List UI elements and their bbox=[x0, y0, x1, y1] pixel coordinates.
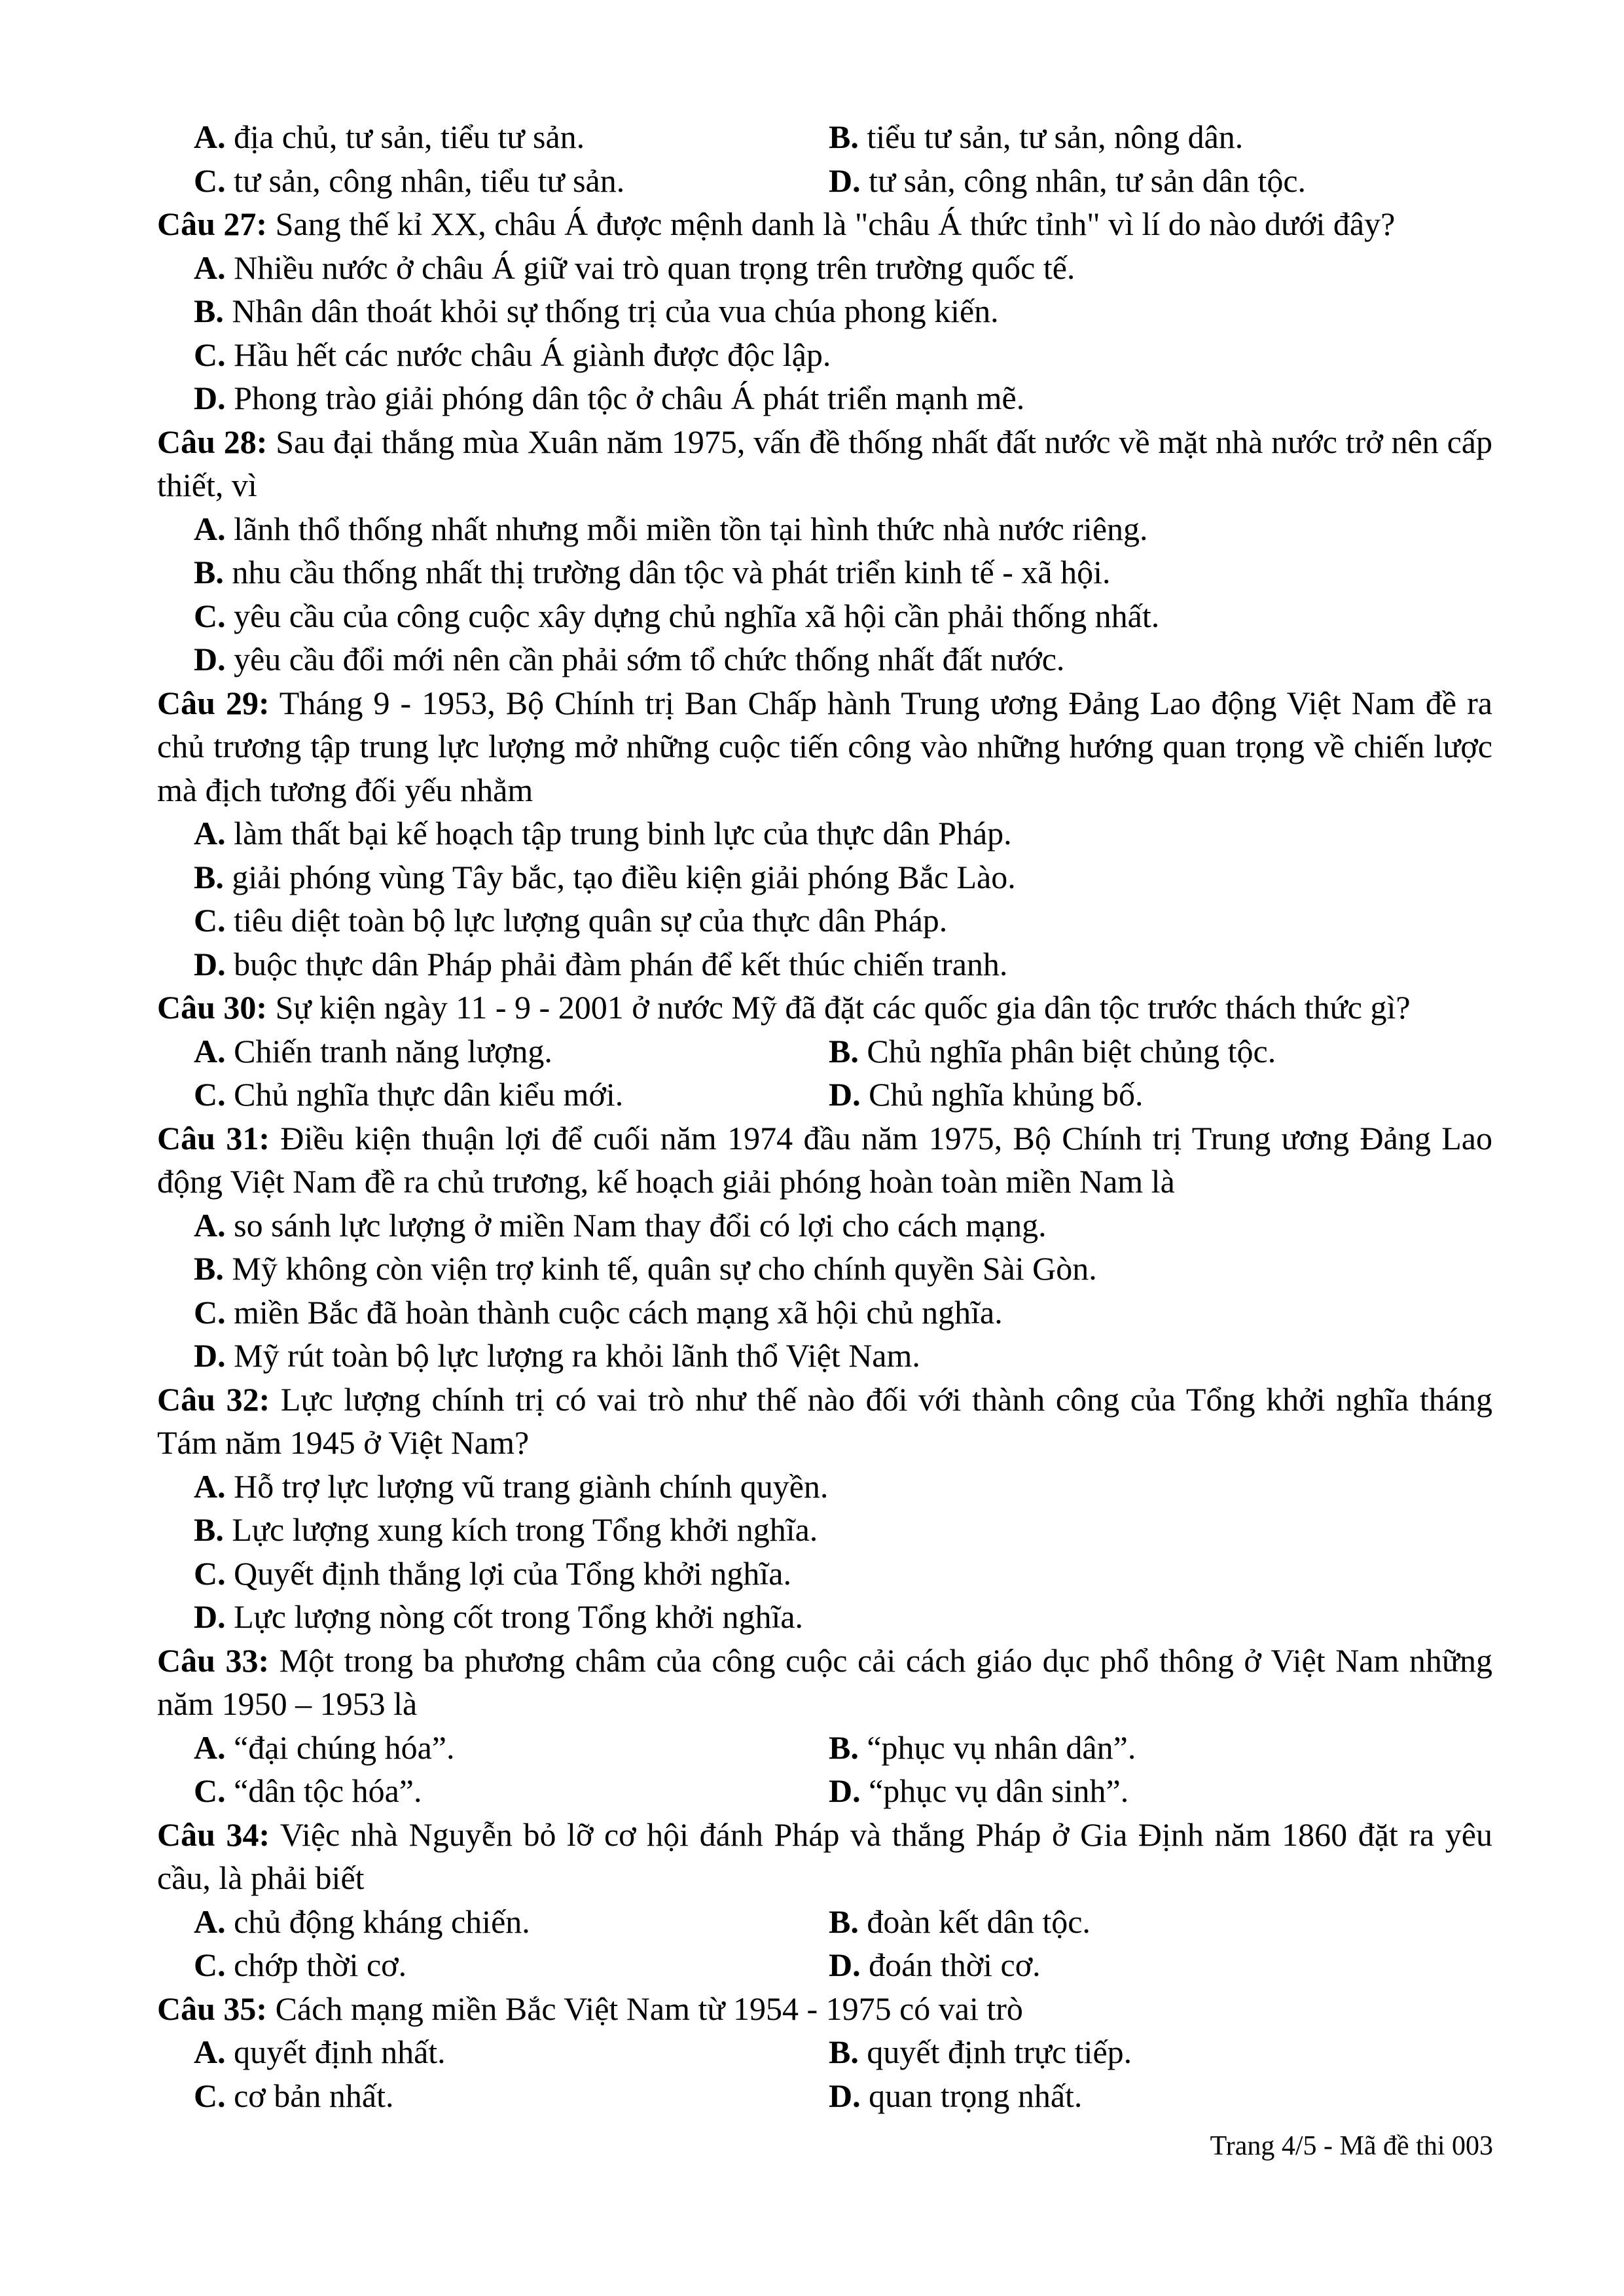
option-d: D. đoán thời cơ. bbox=[829, 1946, 1041, 1983]
question-29: Câu 29: Tháng 9 - 1953, Bộ Chính trị Ban Chấp hành Trung ương Đảng Lao động Việt Nam đề ra chủ trương tập trung lực lượng mở những cuộc tiến công vào những hướng quan trọng về chiến lược mà địch tương đối yếu nhằm bbox=[157, 684, 1492, 808]
option-b: B. Nhân dân thoát khỏi sự thống trị của vua chúa phong kiến. bbox=[194, 293, 999, 329]
options-row bbox=[157, 1073, 1492, 1117]
question-28: Câu 28: Sau đại thắng mùa Xuân năm 1975, vấn đề thống nhất đất nước về mặt nhà nước trở nên cấp thiết, vì bbox=[157, 423, 1492, 503]
question-27: Câu 27: Sang thế kỉ XX, châu Á được mệnh danh là "châu Á thức tỉnh" vì lí do nào dưới đây? bbox=[157, 206, 1396, 242]
option-a: A. quyết định nhất. bbox=[194, 2034, 446, 2070]
question-30: Câu 30: Sự kiện ngày 11 - 9 - 2001 ở nước Mỹ đã đặt các quốc gia dân tộc trước thách thức gì? bbox=[157, 989, 1411, 1026]
page-footer: Trang 4/5 - Mã đề thi 003 bbox=[1210, 2131, 1493, 2161]
option-b: B. giải phóng vùng Tây bắc, tạo điều kiện giải phóng Bắc Lào. bbox=[194, 858, 1016, 895]
option-c: C. tư sản, công nhân, tiểu tư sản. bbox=[194, 162, 625, 199]
option-b: B. quyết định trực tiếp. bbox=[829, 2034, 1132, 2070]
option-b: B. đoàn kết dân tộc. bbox=[829, 1903, 1091, 1940]
options-row bbox=[157, 1030, 1492, 1073]
option-a: A. Nhiều nước ở châu Á giữ vai trò quan trọng trên trường quốc tế. bbox=[194, 249, 1075, 286]
option-c: C. yêu cầu của công cuộc xây dựng chủ nghĩa xã hội cần phải thống nhất. bbox=[194, 597, 1160, 634]
option-a: A. “đại chúng hóa”. bbox=[194, 1729, 455, 1766]
option-c: C. Hầu hết các nước châu Á giành được độc lập. bbox=[194, 336, 831, 373]
option-b: B. Mỹ không còn viện trợ kinh tế, quân sự cho chính quyền Sài Gòn. bbox=[194, 1250, 1097, 1287]
options-row bbox=[157, 2030, 1492, 2074]
option-a: A. so sánh lực lượng ở miền Nam thay đổi có lợi cho cách mạng. bbox=[194, 1206, 1047, 1244]
question-32: Câu 32: Lực lượng chính trị có vai trò như thế nào đối với thành công của Tổng khởi nghĩa tháng Tám năm 1945 ở Việt Nam? bbox=[157, 1380, 1492, 1461]
options-row bbox=[157, 1943, 1492, 1987]
option-d: D. quan trọng nhất. bbox=[829, 2077, 1083, 2114]
option-d: D. “phục vụ dân sinh”. bbox=[829, 1772, 1129, 1809]
option-a: A. Hỗ trợ lực lượng vũ trang giành chính quyền. bbox=[194, 1467, 829, 1505]
options-row bbox=[157, 159, 1492, 203]
option-a: A. lãnh thổ thống nhất nhưng mỗi miền tồn tại hình thức nhà nước riêng. bbox=[194, 510, 1148, 547]
option-c: C. cơ bản nhất. bbox=[194, 2077, 394, 2114]
option-b: B. Lực lượng xung kích trong Tổng khởi nghĩa. bbox=[194, 1511, 818, 1548]
option-c: C. chớp thời cơ. bbox=[194, 1946, 407, 1983]
option-c: C. Quyết định thắng lợi của Tổng khởi nghĩa. bbox=[194, 1554, 791, 1592]
option-d: D. Lực lượng nòng cốt trong Tổng khởi nghĩa. bbox=[194, 1598, 804, 1635]
options-row bbox=[157, 1726, 1492, 1770]
option-c: C. tiêu diệt toàn bộ lực lượng quân sự của thực dân Pháp. bbox=[194, 902, 948, 939]
options-row bbox=[157, 1769, 1492, 1813]
question-34: Câu 34: Việc nhà Nguyễn bỏ lỡ cơ hội đánh Pháp và thắng Pháp ở Gia Định năm 1860 đặt ra yêu cầu, là phải biết bbox=[157, 1816, 1492, 1896]
options-row bbox=[157, 115, 1492, 159]
option-c: C. Chủ nghĩa thực dân kiểu mới. bbox=[194, 1076, 624, 1113]
option-d: D. Chủ nghĩa khủng bố. bbox=[829, 1076, 1144, 1113]
option-a: A. Chiến tranh năng lượng. bbox=[194, 1032, 552, 1069]
options-row bbox=[157, 2074, 1492, 2118]
option-b: B. tiểu tư sản, tư sản, nông dân. bbox=[829, 118, 1244, 155]
option-a: A. chủ động kháng chiến. bbox=[194, 1903, 530, 1940]
option-a: A. địa chủ, tư sản, tiểu tư sản. bbox=[194, 118, 585, 155]
options-row bbox=[157, 1900, 1492, 1944]
option-a: A. làm thất bại kế hoạch tập trung binh lực của thực dân Pháp. bbox=[194, 815, 1012, 852]
option-b: B. “phục vụ nhân dân”. bbox=[829, 1729, 1136, 1766]
question-31: Câu 31: Điều kiện thuận lợi để cuối năm 1974 đầu năm 1975, Bộ Chính trị Trung ương Đảng Lao động Việt Nam đề ra chủ trương, kế hoạch giải phóng hoàn toàn miền Nam là bbox=[157, 1119, 1492, 1200]
option-d: D. Phong trào giải phóng dân tộc ở châu Á phát triển mạnh mẽ. bbox=[194, 380, 1025, 416]
option-d: D. tư sản, công nhân, tư sản dân tộc. bbox=[829, 162, 1307, 199]
exam-content bbox=[157, 115, 1492, 2117]
question-33: Câu 33: Một trong ba phương châm của công cuộc cải cách giáo dục phổ thông ở Việt Nam những năm 1950 – 1953 là bbox=[157, 1641, 1493, 1722]
option-c: C. “dân tộc hóa”. bbox=[194, 1772, 422, 1809]
option-c: C. miền Bắc đã hoàn thành cuộc cách mạng xã hội chủ nghĩa. bbox=[194, 1293, 1003, 1331]
option-d: D. buộc thực dân Pháp phải đàm phán để kết thúc chiến tranh. bbox=[194, 945, 1008, 982]
option-b: B. Chủ nghĩa phân biệt chủng tộc. bbox=[829, 1032, 1276, 1069]
option-d: D. Mỹ rút toàn bộ lực lượng ra khỏi lãnh thổ Việt Nam. bbox=[194, 1337, 920, 1374]
option-b: B. nhu cầu thống nhất thị trường dân tộc và phát triển kinh tế - xã hội. bbox=[194, 554, 1111, 590]
option-d: D. yêu cầu đổi mới nên cần phải sớm tổ chức thống nhất đất nước. bbox=[194, 641, 1065, 677]
question-35: Câu 35: Cách mạng miền Bắc Việt Nam từ 1954 - 1975 có vai trò bbox=[157, 1990, 1023, 2027]
